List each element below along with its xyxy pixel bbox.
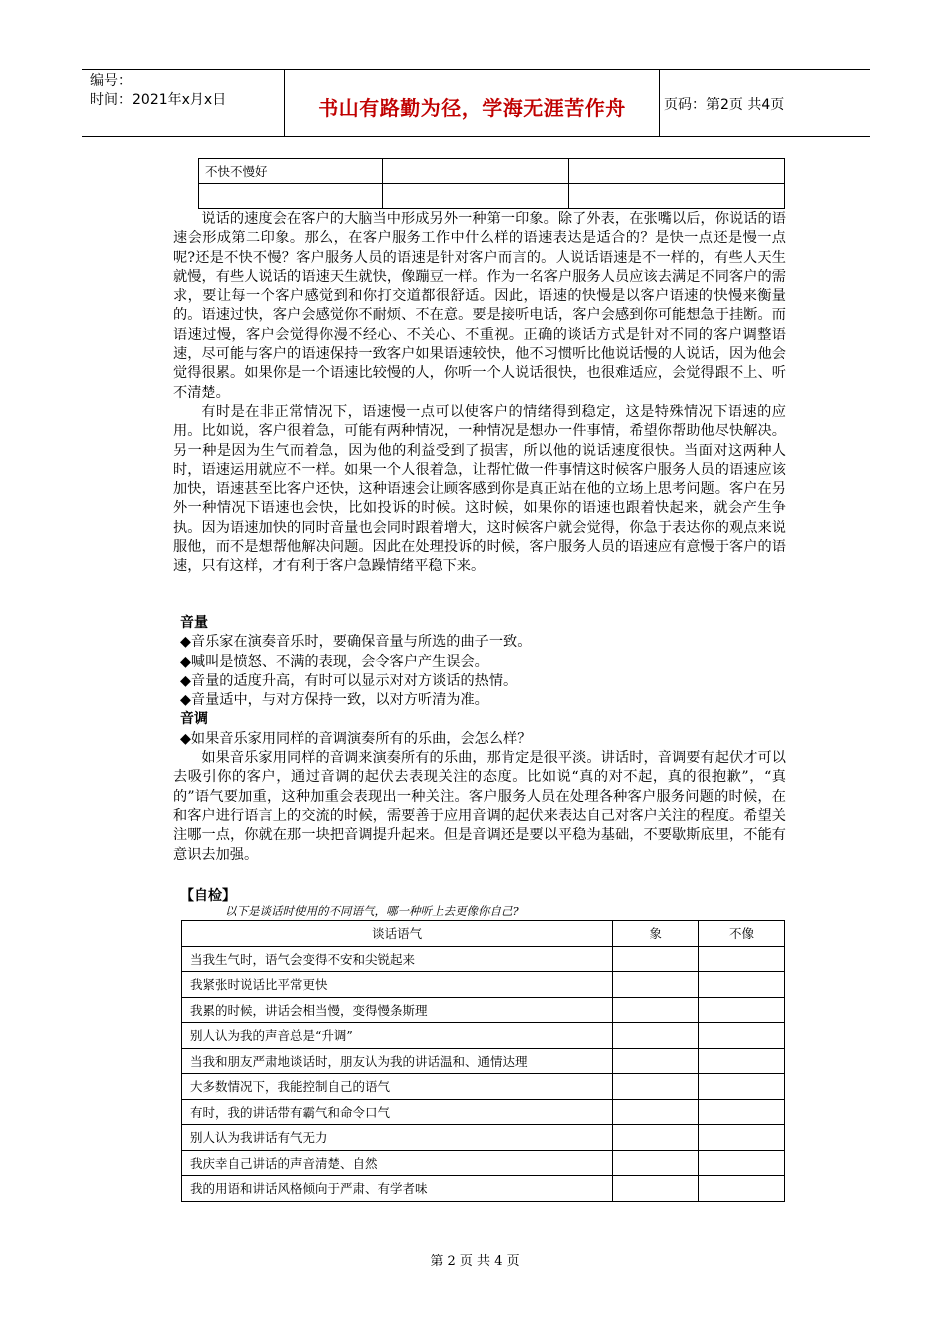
like-cell[interactable]	[613, 1074, 699, 1100]
table-cell	[382, 159, 569, 184]
unlike-cell[interactable]	[699, 997, 785, 1023]
table-row	[182, 1150, 785, 1176]
table-row	[182, 1074, 785, 1100]
table-cell: 不快不慢好	[199, 159, 383, 184]
header-motto: 书山有路勤为径，学海无涯苦作舟	[318, 96, 626, 120]
statement-cell: 有时，我的讲话带有霸气和命令口气	[182, 1099, 613, 1125]
table-cell	[382, 184, 569, 209]
unlike-cell[interactable]	[699, 1176, 785, 1202]
table-row	[182, 1176, 785, 1202]
column-header: 象	[613, 921, 699, 947]
table-row	[199, 159, 785, 184]
like-cell[interactable]	[613, 1023, 699, 1049]
unlike-cell[interactable]	[699, 972, 785, 998]
like-cell[interactable]	[613, 1125, 699, 1151]
statement-cell: 我累的时候，讲话会相当慢，变得慢条斯理	[182, 997, 613, 1023]
table-row	[182, 946, 785, 972]
like-cell[interactable]	[613, 1176, 699, 1202]
like-cell[interactable]	[613, 1150, 699, 1176]
self-check-intro: 以下是谈话时使用的不同语气，哪一种听上去更像你自己?	[225, 904, 519, 918]
table-header-row	[182, 921, 785, 947]
unlike-cell[interactable]	[699, 1048, 785, 1074]
like-cell[interactable]	[613, 946, 699, 972]
volume-section	[173, 614, 786, 865]
unlike-cell[interactable]	[699, 946, 785, 972]
unlike-cell[interactable]	[699, 1125, 785, 1151]
column-header: 谈话语气	[182, 921, 613, 947]
like-cell[interactable]	[613, 997, 699, 1023]
unlike-cell[interactable]	[699, 1023, 785, 1049]
header-bottom-rule	[82, 136, 870, 137]
statement-cell: 我的用语和讲话风格倾向于严肃、有学者味	[182, 1176, 613, 1202]
self-check-table	[181, 920, 785, 1202]
statement-cell: 当我生气时，语气会变得不安和尖锐起来	[182, 946, 613, 972]
statement-cell: 别人认为我的声音总是“升调”	[182, 1023, 613, 1049]
statement-cell: 我庆幸自己讲话的声音清楚、自然	[182, 1150, 613, 1176]
table-row	[182, 1048, 785, 1074]
bullet-item: ◆喊叫是愤怒、不满的表现，会令客户产生误会。	[180, 653, 489, 670]
header-number: 编号：	[90, 73, 132, 89]
unlike-cell[interactable]	[699, 1150, 785, 1176]
paragraph: 说话的速度会在客户的大脑当中形成另外一种第一印象。除了外表，在张嘴以后，你说话的语速会形成第二印象。那么，在客户服务工作中什么样的语速表达是适合的？是快一点还是慢一点呢?还是不快不慢？客户服务人员的语速是针对客户而言的。人说话语速是不一样的，有些人天生就慢，有些人说话的语速天生就快，像蹦豆一样。作为一名客户服务人员应该去满足不同客户的需求，要让每一个客户感觉到和你打交道都很舒适。因此，语速的快慢是以客户语速的快慢来衡量的。语速过快，客户会感觉你不耐烦、不在意。要是接听电话，客户会感到你可能想急于挂断。而语速过慢，客户会觉得你漫不经心、不关心、不重视。正确的谈话方式是针对不同的客户调整语速，尽可能与客户的语速保持一致客户如果语速较快，他不习惯听比他说话慢的人说话，因为他会觉得很累。如果你是一个语速比较慢的人，你听一个人说话很快，也很难适应，会觉得跟不上、听不清楚。	[173, 211, 786, 401]
table-row	[182, 997, 785, 1023]
bullet-item: ◆音量适中，与对方保持一致，以对方听清为准。	[180, 692, 489, 709]
like-cell[interactable]	[613, 1048, 699, 1074]
speed-section	[173, 210, 786, 577]
paragraph: 如果音乐家用同样的音调来演奏所有的乐曲，那肯定是很平淡。讲话时，音调要有起伏才可以去吸引你的客户，通过音调的起伏去表现关注的态度。比如说“真的对不起，真的很抱歉”，“真的”语气要加重，这种加重会表现出一种关注。客户服务人员在处理各种客户服务问题的时候，在和客户进行语言上的交流的时候，需要善于应用音调的起伏来表达自己对客户关注的程度。希望关注哪一点，你就在那一块把音调提升起来。但是音调还是要以平稳为基础，不要歇斯底里，不能有意识去加强。	[173, 750, 786, 863]
table-cell	[569, 184, 785, 209]
header-meta	[90, 72, 226, 110]
statement-cell: 别人认为我讲话有气无力	[182, 1125, 613, 1151]
unlike-cell[interactable]	[699, 1099, 785, 1125]
table-row	[182, 1099, 785, 1125]
like-cell[interactable]	[613, 972, 699, 998]
statement-cell: 大多数情况下，我能控制自己的语气	[182, 1074, 613, 1100]
footer-page-number: 第 2 页 共 4 页	[430, 1254, 520, 1269]
self-check-title: 【自检】	[180, 888, 236, 904]
header-page-number: 页码：第2页 共4页	[664, 97, 785, 113]
table-cell	[569, 159, 785, 184]
speed-table	[198, 158, 785, 209]
bullet-item: ◆音量的适度升高，有时可以显示对对方谈话的热情。	[180, 672, 518, 689]
bullet-item: ◆如果音乐家用同样的音调演奏所有的乐曲，会怎么样？	[180, 730, 532, 747]
like-cell[interactable]	[613, 1099, 699, 1125]
header-top-rule	[82, 69, 870, 70]
section-heading: 音调	[180, 711, 208, 728]
table-row	[182, 1023, 785, 1049]
unlike-cell[interactable]	[699, 1074, 785, 1100]
section-heading: 音量	[180, 615, 208, 631]
table-cell	[199, 184, 383, 209]
statement-cell: 当我和朋友严肃地谈话时，朋友认为我的讲话温和、通情达理	[182, 1048, 613, 1074]
bullet-item: ◆音乐家在演奏音乐时，要确保音量与所选的曲子一致。	[180, 634, 532, 651]
header-date: 时间：2021年x月x日	[90, 92, 227, 108]
paragraph: 有时是在非正常情况下，语速慢一点可以使客户的情绪得到稳定，这是特殊情况下语速的应用。比如说，客户很着急，可能有两种情况，一种情况是想办一件事情，希望你帮助他尽快解决。另一种是因为生气而着急，因为他的利益受到了损害，所以他的说话速度很快。当面对这两种人时，语速运用就应不一样。如果一个人很着急，让帮忙做一件事情这时候客户服务人员的语速应该加快，语速甚至比客户还快，这种语速会让顾客感到你是真正站在他的立场上思考问题。客户在另外一种情况下语速也会快，比如投诉的时候。这时候，如果你的语速也跟着快起来，就会产生争执。因为语速加快的同时音量也会同时跟着增大，这时候客户就会觉得，你急于表达你的观点来说服他，而不是想帮他解决问题。因此在处理投诉的时候，客户服务人员的语速应有意慢于客户的语速，只有这样，才有利于客户急躁情绪平稳下来。	[173, 403, 786, 575]
column-header: 不像	[699, 921, 785, 947]
table-row	[199, 184, 785, 209]
table-row	[182, 1125, 785, 1151]
table-row	[182, 972, 785, 998]
statement-cell: 我紧张时说话比平常更快	[182, 972, 613, 998]
